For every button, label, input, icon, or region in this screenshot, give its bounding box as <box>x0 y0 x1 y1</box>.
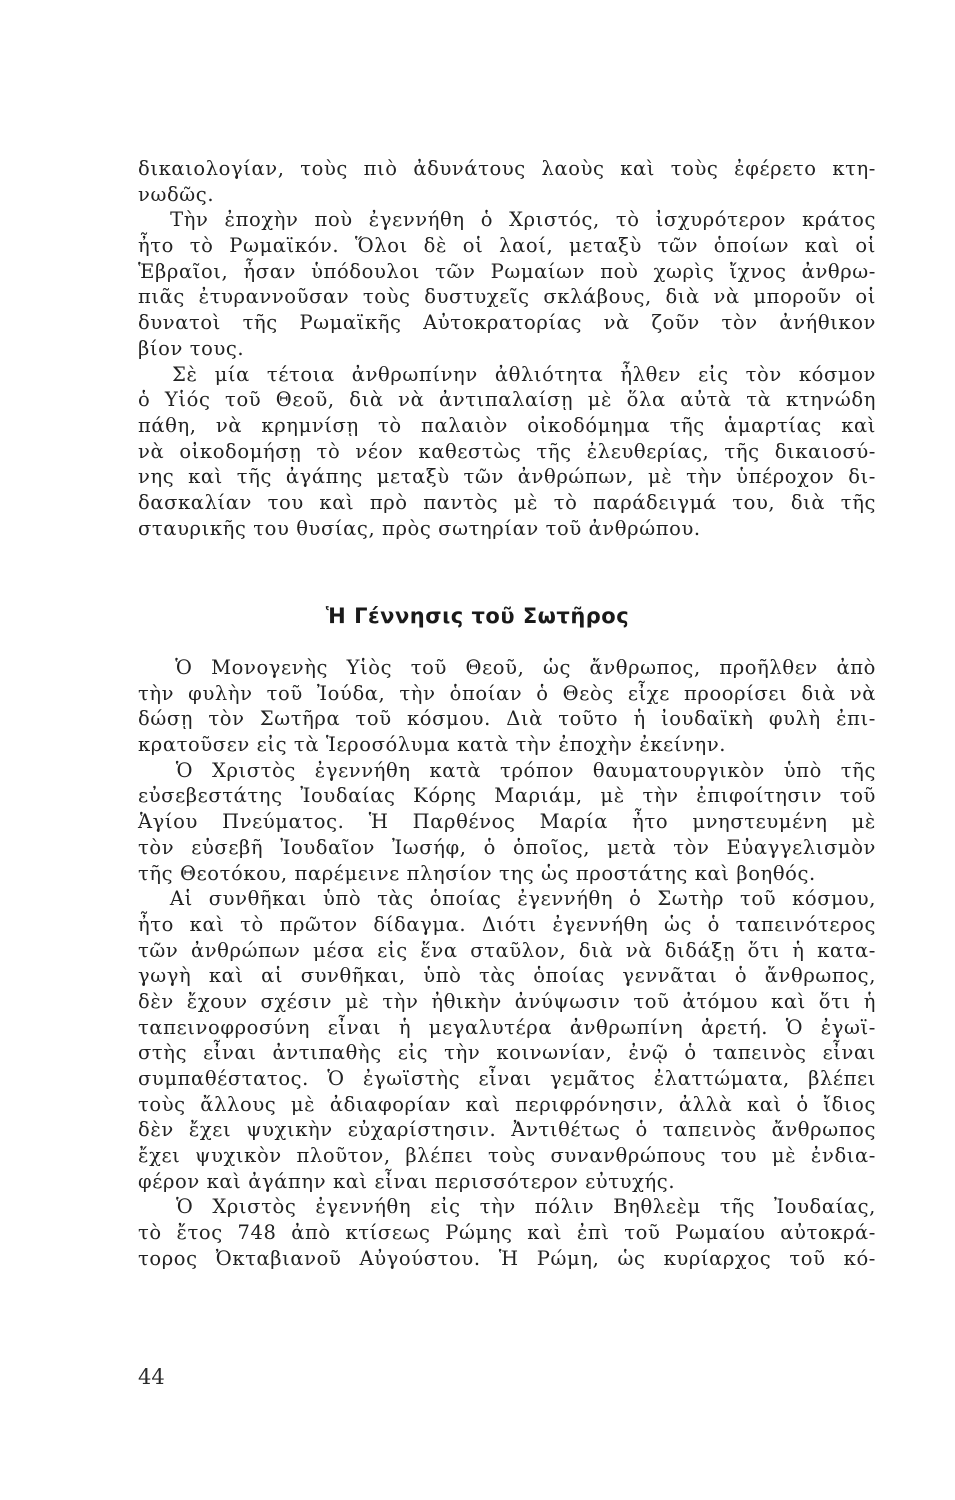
text-line: νὰ οἰκοδομήσῃ τὸ νέον καθεστὼς τῆς ἐλευθερίας, τῆς δικαιοσύ- <box>138 439 876 463</box>
text-line: εὐσεβεστάτης Ἰουδαίας Κόρης Μαριάμ, μὲ τὴν ἐπιφοίτησιν τοῦ <box>138 784 876 808</box>
text-line: γωγὴ καὶ αἱ συνθῆκαι, ὑπὸ τὰς ὁποίας γεννᾶται ὁ ἄνθρωπος, <box>138 964 876 988</box>
text-line: δὲν ἔχει ψυχικὴν εὐχαρίστησιν. Ἀντιθέτως ὁ ταπεινὸς ἄνθρωπος <box>138 1118 876 1142</box>
page-number: 44 <box>138 1365 165 1389</box>
text-line: ταπεινοφροσύνη εἶναι ἡ μεγαλυτέρα ἀνθρωπίνη ἀρετή. Ὁ ἐγωϊ- <box>138 1015 876 1039</box>
text-line: νωδῶς. <box>138 182 215 206</box>
text-line: τοὺς ἄλλους μὲ ἀδιαφορίαν καὶ περιφρόνησιν, ἀλλὰ καὶ ὁ ἴδιος <box>138 1092 876 1116</box>
text-line: συμπαθέστατος. Ὁ ἐγωϊστὴς εἶναι γεμᾶτος ἐλαττώματα, βλέπει <box>138 1067 876 1090</box>
text-line: βίον τους. <box>138 336 245 360</box>
text-line: τορος Ὀκταβιανοῦ Αὐγούστου. Ἡ Ρώμη, ὡς κυρίαρχος τοῦ κό- <box>138 1246 876 1270</box>
text-line: κρατοῦσεν εἰς τὰ Ἱεροσόλυμα κατὰ τὴν ἐποχὴν ἐκείνην. <box>138 733 727 757</box>
text-line: δικαιολογίαν, τοὺς πιὸ ἀδυνάτους λαοὺς καὶ τοὺς ἐφέρετο κτη- <box>138 157 876 180</box>
text-line: ὁ Υἱός τοῦ Θεοῦ, διὰ νὰ ἀντιπαλαίσῃ μὲ ὅλα αὐτὰ τὰ κτηνώδη <box>138 388 876 412</box>
text-line: φέρον καὶ ἀγάπην καὶ εἶναι περισσότερον εὐτυχής. <box>138 1169 676 1193</box>
text-line: πιᾶς ἐτυραννοῦσαν τοὺς δυστυχεῖς σκλάβους, διὰ νὰ μποροῦν οἱ <box>138 285 876 309</box>
text-line: δυνατοὶ τῆς Ρωμαϊκῆς Αὐτοκρατορίας νὰ ζοῦν τὸν ἀνήθικον <box>138 311 876 335</box>
text-line: τῶν ἀνθρώπων μέσα εἰς ἕνα σταῦλον, διὰ νὰ διδάξῃ ὅτι ἡ κατα- <box>138 938 876 962</box>
text-line: ἦτο τὸ Ρωμαϊκόν. Ὅλοι δὲ οἱ λαοί, μεταξὺ τῶν ὁποίων καὶ οἱ <box>138 234 876 258</box>
text-line: Ἁγίου Πνεύματος. Ἡ Παρθένος Μαρία ἦτο μνηστευμένη μὲ <box>138 810 876 834</box>
text-line: ἦτο καὶ τὸ πρῶτον δίδαγμα. Διότι ἐγεννήθη ὡς ὁ ταπεινότερος <box>138 912 876 936</box>
text-line: τὸν εὐσεβῆ Ἰουδαῖον Ἰωσήφ, ὁ ὁποῖος, μετὰ τὸν Εὐαγγελισμὸν <box>138 835 876 859</box>
body-text-bottom <box>138 655 876 1272</box>
text-line: Σὲ μία τέτοια ἀνθρωπίνην ἀθλιότητα ἦλθεν εἰς τὸν κόσμον <box>138 362 876 386</box>
text-line: Ὁ Χριστὸς ἐγεννήθη εἰς τὴν πόλιν Βηθλεὲμ τῆς Ἰουδαίας, <box>138 1195 876 1219</box>
text-line: τὸ ἔτος 748 ἀπὸ κτίσεως Ρώμης καὶ ἐπὶ τοῦ Ρωμαίου αὐτοκρά- <box>138 1221 876 1245</box>
text-line: δασκαλίαν του καὶ πρὸ παντὸς μὲ τὸ παράδειγμά του, διὰ τῆς <box>138 490 876 514</box>
text-line: Ὁ Χριστὸς ἐγεννήθη κατὰ τρόπον θαυματουργικὸν ὑπὸ τῆς <box>138 758 876 782</box>
text-line: Τὴν ἐποχὴν ποὺ ἐγεννήθη ὁ Χριστός, τὸ ἰσχυρότερον κράτος <box>138 208 876 232</box>
text-line: δώσῃ τὸν Σωτῆρα τοῦ κόσμου. Διὰ τοῦτο ἡ ἰουδαϊκὴ φυλὴ ἐπι- <box>138 707 876 731</box>
text-line: τῆς Θεοτόκου, παρέμεινε πλησίον της ὡς προστάτης καὶ βοηθός. <box>138 861 816 885</box>
body-text-top <box>138 156 876 541</box>
text-line: τὴν φυλὴν τοῦ Ἰούδα, τὴν ὁποίαν ὁ Θεὸς εἶχε προορίσει διὰ νὰ <box>138 681 876 705</box>
text-line: Ὁ Μονογενὴς Υἱὸς τοῦ Θεοῦ, ὡς ἄνθρωπος, προῆλθεν ἀπὸ <box>138 656 876 679</box>
text-line: Αἱ συνθῆκαι ὑπὸ τὰς ὁποίας ἐγεννήθη ὁ Σωτὴρ τοῦ κόσμου, <box>138 887 876 911</box>
text-line: νης καὶ τῆς ἀγάπης μεταξὺ τῶν ἀνθρώπων, μὲ τὴν ὑπέροχον δι- <box>138 465 876 489</box>
text-line: ἔχει ψυχικὸν πλοῦτον, βλέπει τοὺς συνανθρώπους του μὲ ἐνδια- <box>138 1144 876 1168</box>
text-line: πάθη, νὰ κρημνίσῃ τὸ παλαιὸν οἰκοδόμημα τῆς ἁμαρτίας καὶ <box>138 413 876 437</box>
text-line: στὴς εἶναι ἀντιπαθὴς εἰς τὴν κοινωνίαν, ἐνῷ ὁ ταπεινὸς εἶναι <box>138 1041 876 1065</box>
text-line: σταυρικῆς του θυσίας, πρὸς σωτηρίαν τοῦ ἀνθρώπου. <box>138 516 701 540</box>
text-line: Ἑβραῖοι, ἦσαν ὑπόδουλοι τῶν Ρωμαίων ποὺ χωρὶς ἴχνος ἀνθρω- <box>138 259 876 283</box>
text-line: δὲν ἔχουν σχέσιν μὲ τὴν ἠθικὴν ἀνύψωσιν τοῦ ἀτόμου καὶ ὅτι ἡ <box>138 989 876 1013</box>
section-heading: Ἡ Γέννησις τοῦ Σωτῆρος <box>325 604 630 628</box>
